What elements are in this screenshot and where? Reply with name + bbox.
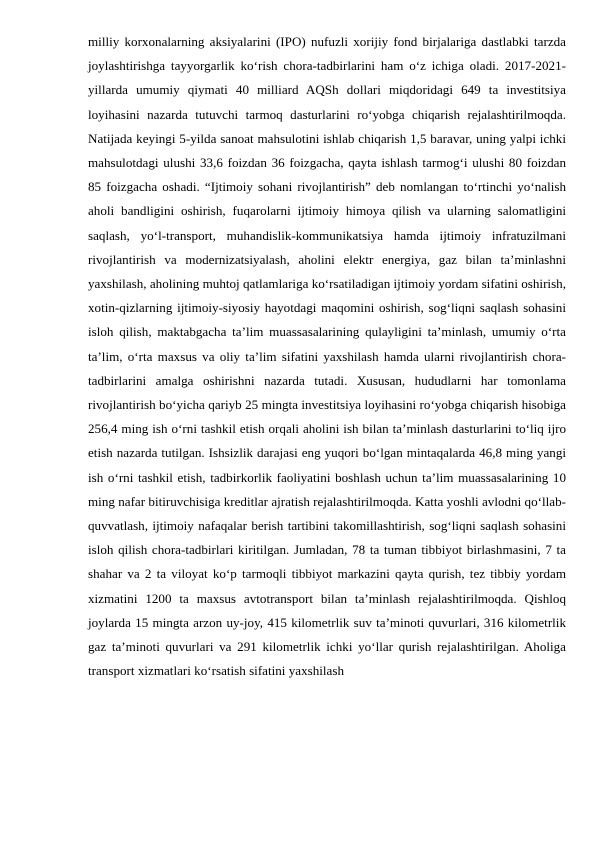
paragraph-3: Katta yoshli avlodni qo‘llab-quvvatlash, ijtimoiy nafaqalar berish tartibini takomillashtirish, sog‘liqni saqlash sohasini isloh qilish chora-tadbirlari kiritilgan. Jumladan, 78 ta tuman tibbiyot birlashmasini, 7 ta shahar va 2 ta viloyat ko‘p tarmoqli tibbiyot markazini qayta qurish, tez tibbiy yordam xizmatini 1200 ta maxsus avtotransport bilan ta’minlash rejalashtirilmoqda. (88, 493, 566, 606)
paragraph-1: milliy korxonalarning aksiyalarini (IPO) nufuzli xorijiy fond birjalariga dastlabki tarzda joylashtirishga tayyorgarlik ko‘rish chora-tadbirlarini ham o‘z ichiga oladi. 2017-2021-yillarda umumiy qiymati 40 milliard AQSh dollari miqdoridagi 649 ta investitsiya loyihasini nazarda tutuvchi tarmoq dasturlarini ro‘yobga chiqarish rejalashtirilmoqda. Natijada keyingi 5-yilda sanoat mahsulotini ishlab chiqarish 1,5 baravar, uning yalpi ichki mahsulotdagi ulushi 33,6 foizdan 36 foizgacha, qayta ishlash tarmog‘i ulushi 80 foizdan 85 foizgacha oshadi. (88, 34, 566, 195)
paragraph-2: “Ijtimoiy sohani rivojlantirish” deb nomlangan to‘rtinchi yo‘nalish aholi bandligini oshirish, fuqarolarni ijtimoiy himoya qilish va ularning salomatligini saqlash, yo‘l-transport, muhandislik-kommunikatsiya hamda ijtimoiy infratuzilmani rivojlantirish va modernizatsiyalash, aholini elektr energiya, gaz bilan ta’minlashni yaxshilash, aholining muhtoj qatlamlariga ko‘rsatiladigan ijtimoiy yordam sifatini oshirish, xotin-qizlarning ijtimoiy-siyosiy hayotdagi maqomini oshirish, sog‘liqni saqlash sohasini isloh qilish, maktabgacha ta’lim muassasalarining qulayligini ta’minlash, umumiy o‘rta ta’lim, o‘rta maxsus va oliy ta’lim sifatini yaxshilash hamda ularni rivojlantirish chora-tadbirlarini amalga oshirishni nazarda tutadi. Xususan, hududlarni har tomonlama rivojlantirish bo‘yicha qariyb 25 mingta investitsiya loyihasini ro‘yobga chiqarish hisobiga 256,4 ming ish o‘rni tashkil etish orqali aholini ish bilan ta’minlash dasturlarini to‘liq ijro etish nazarda tutilgan. Ishsizlik darajasi eng yuqori bo‘lgan mintaqalarda 46,8 ming yangi ish o‘rni tashkil etish, tadbirkorlik faoliyatini boshlash uchun ta’lim muassasalarining 10 ming nafar bitiruvchisiga kreditlar ajratish rejalashtirilmoqda. (88, 179, 566, 509)
paragraph-4: Qishloq joylarda 15 mingta arzon uy-joy, 415 kilometrlik suv ta’minoti quvurlari, 316 kilometrlik gaz ta’minoti quvurlari va 291 kilometrlik ichki yo‘llar qurish rejalashtirilgan. Aholiga transport xizmatlari ko‘rsatish sifatini yaxshilash (88, 590, 566, 679)
body-text (88, 30, 566, 683)
